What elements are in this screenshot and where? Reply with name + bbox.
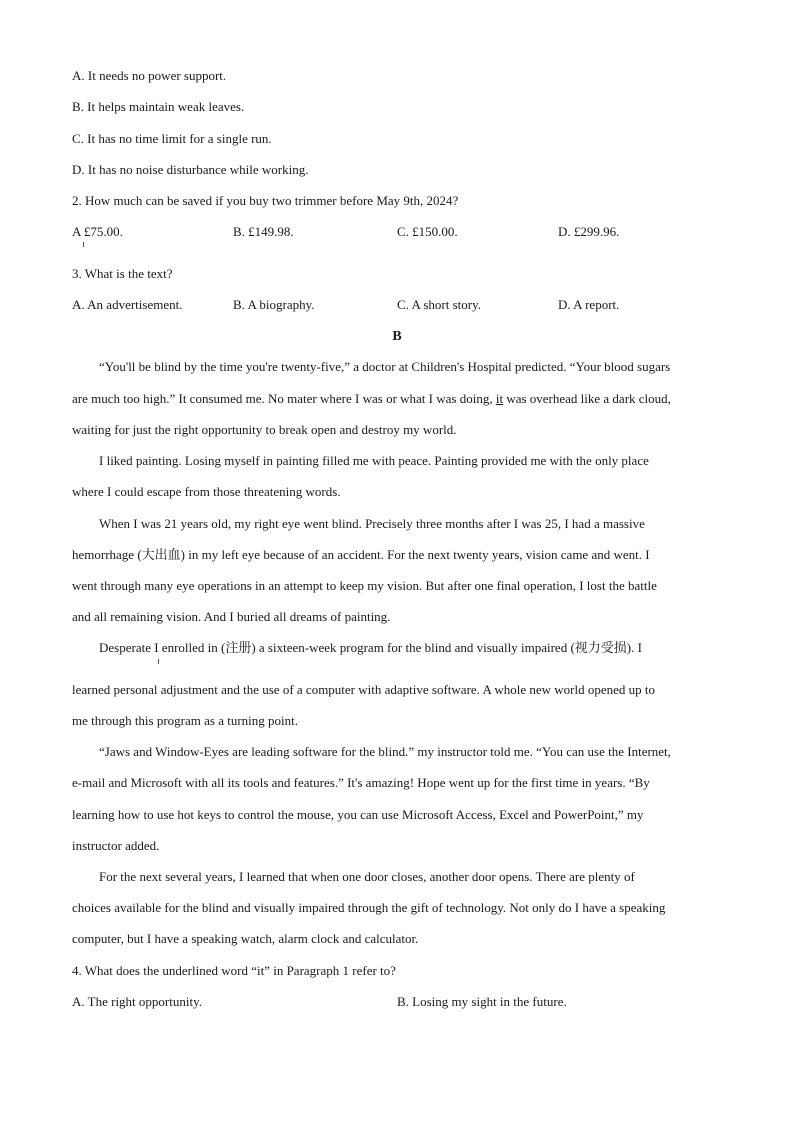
mark-tick [158, 659, 159, 664]
q4-question: 4. What does the underlined word “it” in Paragraph 1 refer to? [72, 963, 396, 978]
passage-line: learned personal adjustment and the use of a computer with adaptive software. A whole new world opened up to [72, 682, 656, 697]
passage-line: waiting for just the right opportunity to break open and destroy my world. [72, 422, 457, 437]
q2-option-c: C. £150.00. [397, 224, 458, 239]
passage-text: are much too high.” It consumed me. No mater where I was or what I was doing, [72, 391, 496, 406]
q1-option-c: C. It has no time limit for a single run. [72, 131, 272, 146]
passage-line [72, 391, 671, 407]
passage-line: “Jaws and Window-Eyes are leading software for the blind.” my instructor told me. “You can use the Internet, [99, 744, 671, 759]
passage-line: learning how to use hot keys to control the mouse, you can use Microsoft Access, Excel and PowerPoint,” my [72, 807, 644, 822]
passage-line: When I was 21 years old, my right eye went blind. Precisely three months after I was 25, I had a massive [99, 516, 645, 531]
q1-option-d: D. It has no noise disturbance while working. [72, 162, 309, 177]
q2-option-d: D. £299.96. [558, 224, 620, 239]
q4-option-b: B. Losing my sight in the future. [397, 994, 567, 1009]
q3-option-a: A. An advertisement. [72, 297, 183, 312]
q1-option-a: A. It needs no power support. [72, 68, 227, 83]
passage-line: where I could escape from those threatening words. [72, 484, 341, 499]
q3-option-d: D. A report. [558, 297, 620, 312]
passage-line: hemorrhage (大出血) in my left eye because of an accident. For the next twenty years, vision came and went. I [72, 547, 650, 562]
mark-tick [83, 242, 84, 247]
q3-option-b: B. A biography. [233, 297, 315, 312]
q4-option-a: A. The right opportunity. [72, 994, 202, 1009]
passage-line: Desperate I enrolled in (注册) a sixteen-week program for the blind and visually impaired (视力受损). I [99, 640, 642, 655]
q2-question: 2. How much can be saved if you buy two trimmer before May 9th, 2024? [72, 193, 459, 208]
q2-option-b: B. £149.98. [233, 224, 294, 239]
passage-line: I liked painting. Losing myself in painting filled me with peace. Painting provided me with the only place [99, 453, 649, 468]
passage-line: “You'll be blind by the time you're twenty-five,” a doctor at Children's Hospital predicted. “Your blood sugars [99, 359, 671, 374]
q3-question: 3. What is the text? [72, 266, 173, 281]
passage-line: instructor added. [72, 838, 160, 853]
passage-line: and all remaining vision. And I buried all dreams of painting. [72, 609, 391, 624]
q1-option-b: B. It helps maintain weak leaves. [72, 99, 245, 114]
passage-text: was overhead like a dark cloud, [503, 391, 671, 406]
underlined-word-it: it [495, 391, 504, 406]
passage-line: computer, but I have a speaking watch, alarm clock and calculator. [72, 931, 419, 946]
passage-line: me through this program as a turning point. [72, 713, 299, 728]
passage-line: For the next several years, I learned that when one door closes, another door opens. There are plenty of [99, 869, 635, 884]
passage-line: went through many eye operations in an attempt to keep my vision. But after one final operation, I lost the battle [72, 578, 657, 593]
passage-line: choices available for the blind and visually impaired through the gift of technology. Not only do I have a speaking [72, 900, 666, 915]
q3-option-c: C. A short story. [397, 297, 482, 312]
q2-option-a: A £75.00. [72, 224, 123, 239]
section-heading: B [392, 329, 402, 344]
passage-line: e-mail and Microsoft with all its tools and features.” It's amazing! Hope went up for the first time in years. “By [72, 775, 650, 790]
